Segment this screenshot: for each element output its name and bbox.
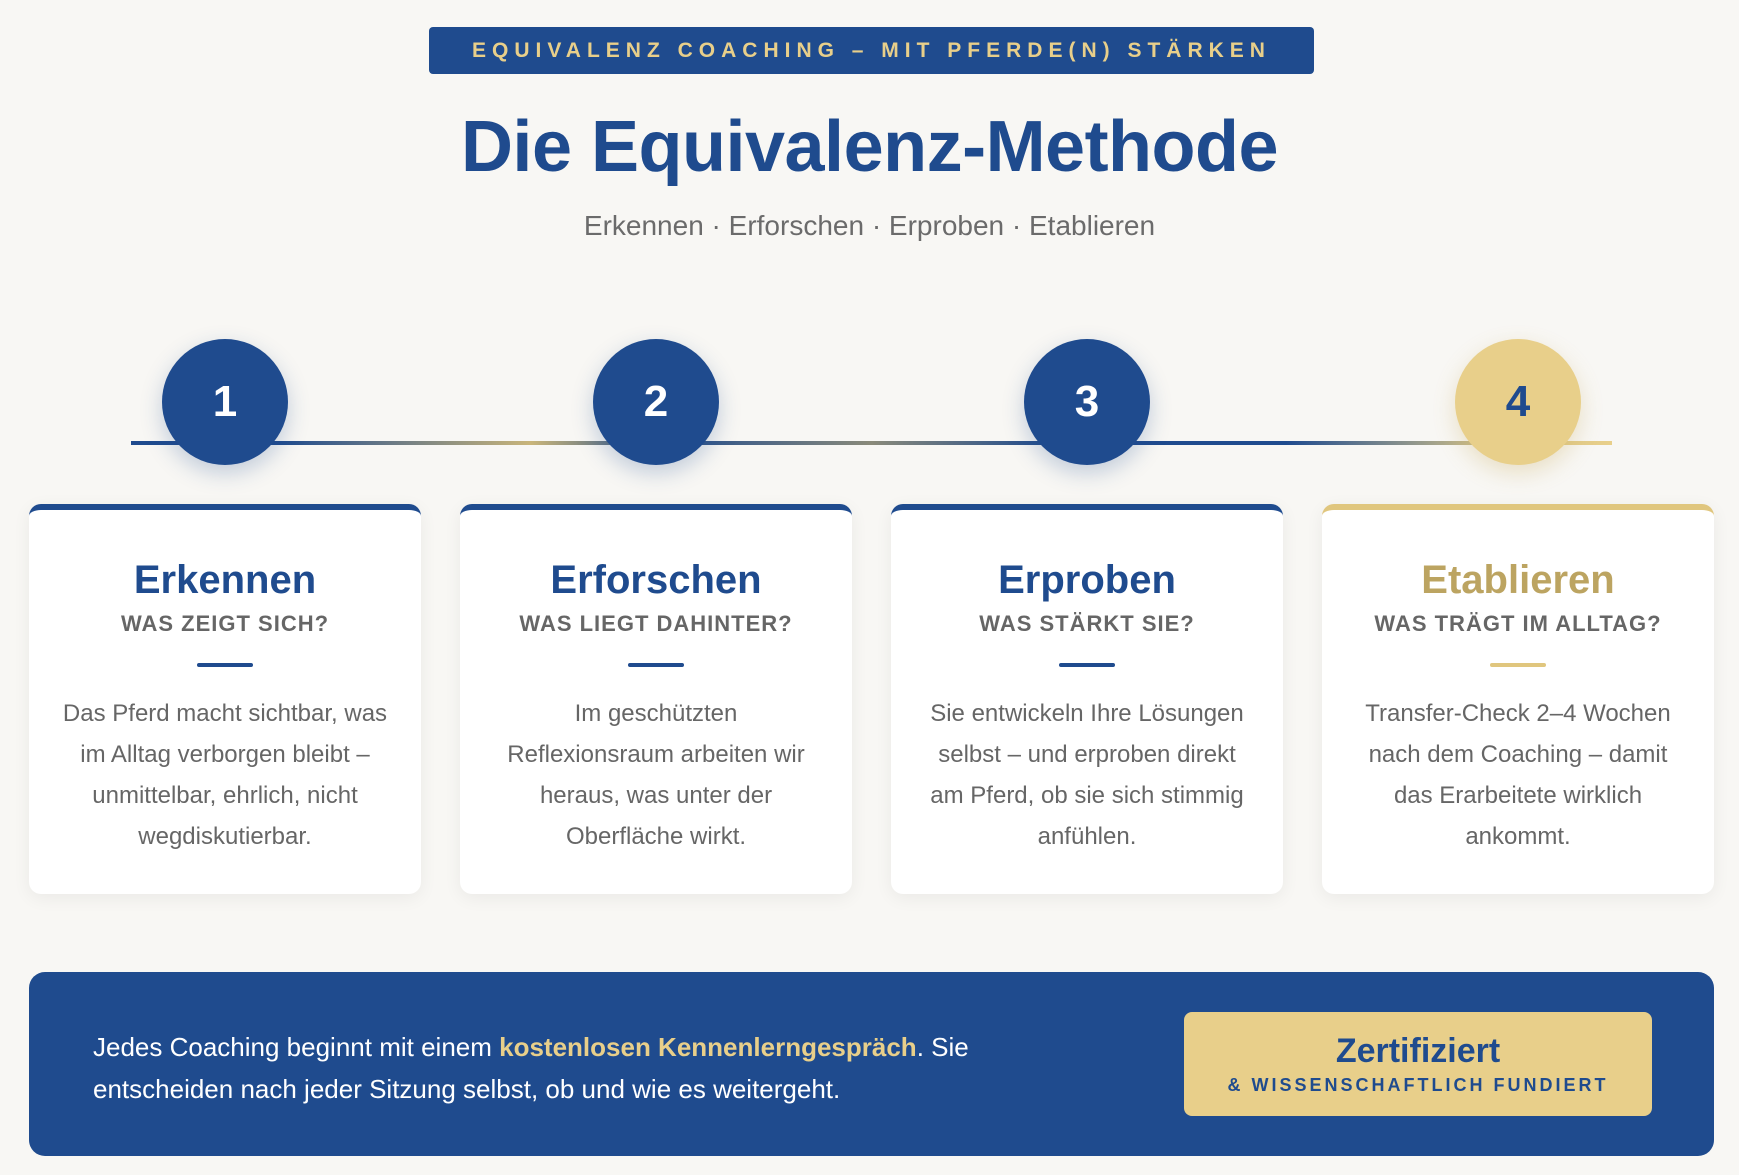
certified-badge bbox=[1184, 1012, 1652, 1116]
card-title: Erforschen bbox=[550, 558, 762, 602]
card-title: Erkennen bbox=[133, 558, 317, 602]
card-question: WAS ZEIGT SICH? bbox=[120, 611, 330, 636]
card-divider bbox=[628, 663, 684, 667]
card-divider bbox=[197, 663, 253, 667]
card-text: Im geschützten Reflexionsraum arbeiten wir heraus, was unter der Oberfläche wirkt. bbox=[507, 700, 805, 850]
card-question: WAS STÄRKT SIE? bbox=[979, 611, 1195, 636]
card-title: Erproben bbox=[998, 558, 1176, 602]
page-subtitle: Erkennen · Erforschen · Erproben · Etablieren bbox=[583, 210, 1156, 241]
step-card-erkennen bbox=[29, 504, 421, 894]
card-question: WAS TRÄGT IM ALLTAG? bbox=[1374, 611, 1662, 636]
step-circle-2: 2 bbox=[593, 339, 719, 465]
certified-badge-title: Zertifiziert bbox=[1335, 1032, 1501, 1070]
info-highlight: kostenlosen Kennenlerngespräch bbox=[499, 1032, 917, 1062]
step-card-erforschen bbox=[460, 504, 852, 894]
card-title: Etablieren bbox=[1421, 558, 1615, 602]
step-card-erproben bbox=[891, 504, 1283, 894]
step-circle-1: 1 bbox=[162, 339, 288, 465]
info-text-before: Jedes Coaching beginnt mit einem bbox=[93, 1032, 500, 1062]
page-title: Die Equivalenz-Methode bbox=[460, 107, 1279, 187]
card-text: Sie entwickeln Ihre Lösungen selbst – und erproben direkt am Pferd, ob sie sich stimmig anfühlen. bbox=[930, 700, 1244, 850]
card-question: WAS LIEGT DAHINTER? bbox=[519, 611, 793, 636]
timeline-line bbox=[131, 441, 1612, 445]
step-card-etablieren bbox=[1322, 504, 1714, 894]
card-divider bbox=[1059, 663, 1115, 667]
step-circle-3: 3 bbox=[1024, 339, 1150, 465]
card-text: Transfer-Check 2–4 Wochen nach dem Coaching – damit das Erarbeitete wirklich ankommt. bbox=[1365, 700, 1671, 850]
info-panel bbox=[29, 972, 1714, 1156]
card-text: Das Pferd macht sichtbar, was im Alltag verborgen bleibt – unmittelbar, ehrlich, nicht wegdiskutierbar. bbox=[62, 700, 388, 850]
info-text-after: . Sie entscheiden nach jeder Sitzung selbst, ob und wie es weitergeht. bbox=[93, 1032, 969, 1104]
step-circle-4: 4 bbox=[1455, 339, 1581, 465]
info-text bbox=[93, 1026, 1103, 1110]
card-divider bbox=[1490, 663, 1546, 667]
certified-badge-subtitle: & WISSENSCHAFTLICH FUNDIERT bbox=[1227, 1075, 1609, 1095]
top-banner: EQUIVALENZ COACHING – MIT PFERDE(N) STÄRKEN bbox=[429, 27, 1314, 74]
